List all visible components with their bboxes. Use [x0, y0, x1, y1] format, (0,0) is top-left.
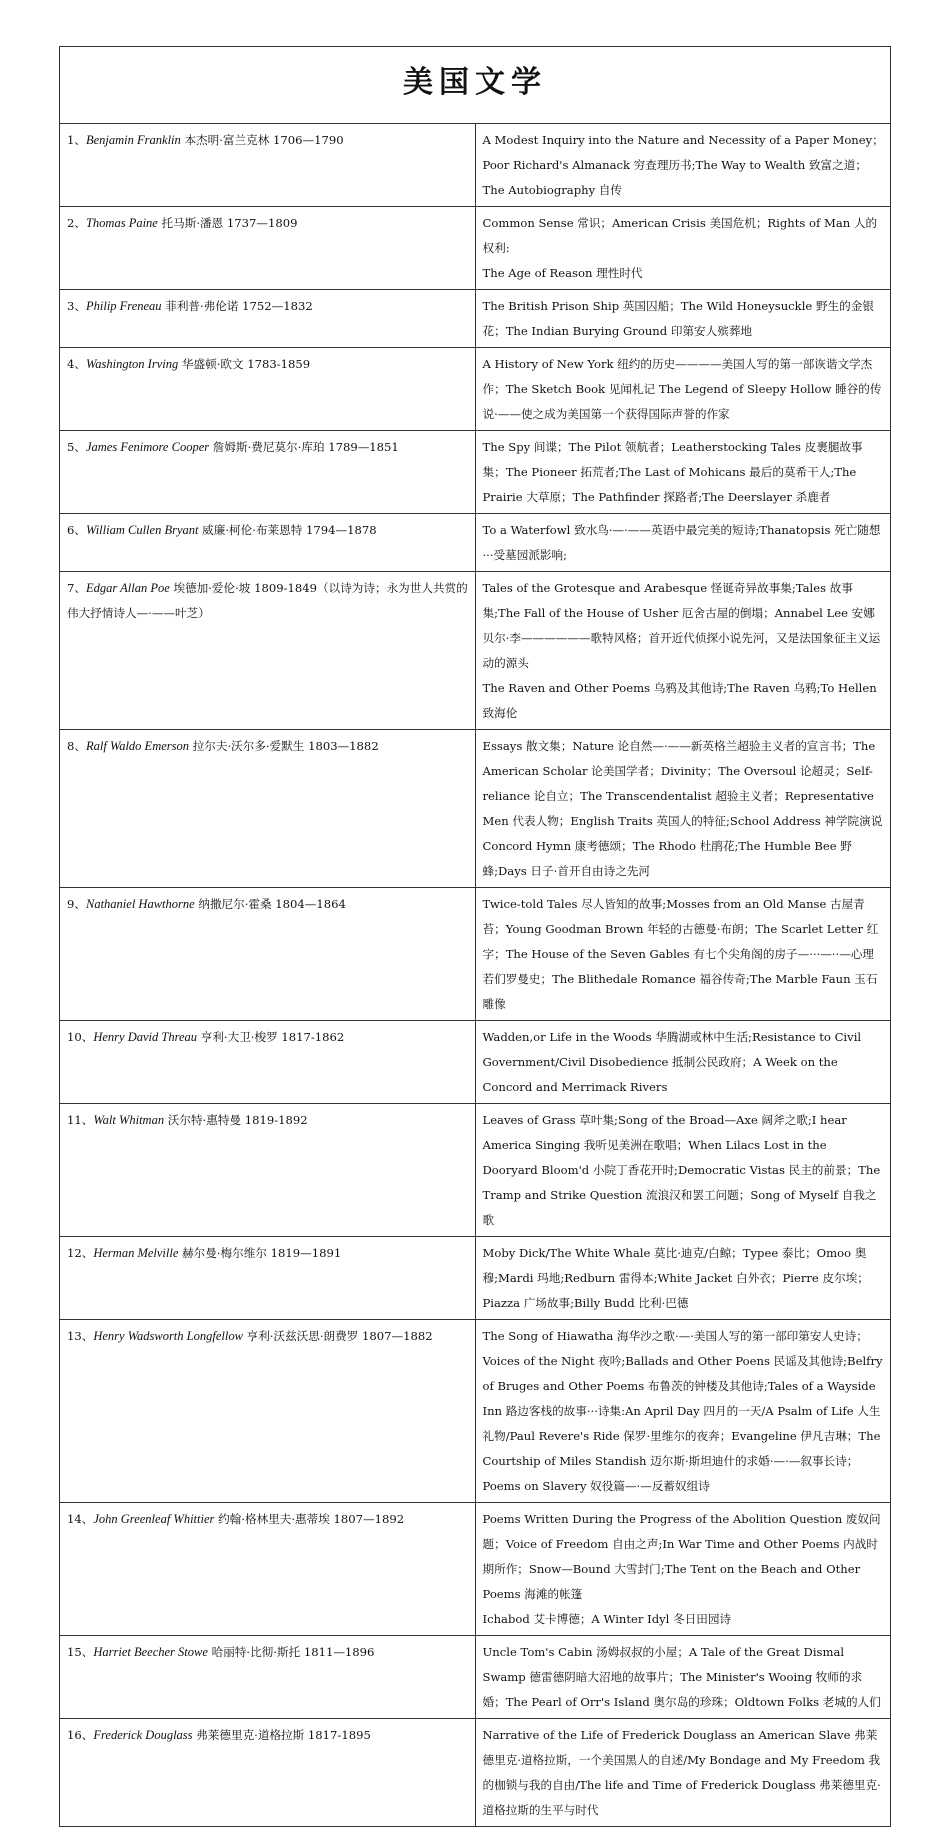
document-sheet: [59, 46, 891, 1827]
author-name-zh: 沃尔特·惠特曼 1819-1892: [164, 1113, 308, 1127]
author-prefix: 16、: [67, 1728, 94, 1742]
works-line: Moby Dick/The White Whale 莫比·迪克/白鲸；Typee 泰比；Omoo 奥穆;Mardi 玛地;Redburn 雷得本;White Jacket 白外衣；Pierre 皮尔埃；Piazza 广场故事;Billy Budd 比利·巴德: [482, 1246, 869, 1310]
works-line: The Spy 间谍；The Pilot 领航者；Leatherstocking Tales 皮裹腿故事集；The Pioneer 拓荒者;The Last of Mohicans 最后的莫希干人;The Prairie 大草原；The Pathfinder 探路者;The Deerslayer 杀鹿者: [482, 440, 863, 504]
author-name-en: Nathaniel Hawthorne: [85, 897, 195, 911]
author-prefix: 9、: [67, 897, 86, 911]
works-line: To a Waterfowl 致水鸟·—·——英语中最完美的短诗;Thanatopsis 死亡随想···受墓园派影响;: [482, 523, 881, 562]
author-prefix: 5、: [67, 440, 86, 454]
works-line: Twice-told Tales 尽人皆知的故事;Mosses from an Old Manse 古屋青苔；Young Goodman Brown 年轻的古德曼·布朗；The Scarlet Letter 红字；The House of the Seven Gables 有七个尖角阁的房子—···—··—心理若们罗曼史；The Blithedale Romance 福谷传奇;The Marble Faun 玉石雕像: [482, 897, 879, 1011]
works-cell: [475, 207, 891, 290]
works-line: Tales of the Grotesque and Arabesque 怪诞奇异故事集;Tales 故事集;The Fall of the House of Usher 厄舍古屋的倒塌；Annabel Lee 安娜贝尔·李——————歌特风格；首开近代侦探小说先河，又是法国象征主义运动的源头: [482, 581, 881, 670]
author-cell: [60, 1636, 476, 1719]
table-row: [60, 1636, 891, 1719]
works-line: Leaves of Grass 草叶集;Song of the Broad—Axe 阔斧之歌;I hear America Singing 我听见美洲在歌唱；When Lilacs Lost in the Dooryard Bloom'd 小院丁香花开时;Democratic Vistas 民主的前景；The Tramp and Strike Question 流浪汉和罢工问题；Song of Myself 自我之歌: [482, 1113, 881, 1227]
author-name-zh: 弗莱德里克·道格拉斯 1817-1895: [192, 1728, 371, 1742]
author-name-en: Ralf Waldo Emerson: [85, 739, 189, 753]
author-name-en: William Cullen Bryant: [85, 523, 199, 537]
works-cell: [475, 431, 891, 514]
author-name-zh: 赫尔曼·梅尔维尔 1819—1891: [178, 1246, 342, 1260]
works-cell: [475, 572, 891, 730]
author-name-zh: 纳撒尼尔·霍桑 1804—1864: [194, 897, 346, 911]
table-row: [60, 1719, 891, 1827]
author-name-en: Harriet Beecher Stowe: [93, 1645, 208, 1659]
author-name-zh: 菲利普·弗伦诺 1752—1832: [161, 299, 313, 313]
works-cell: [475, 1237, 891, 1320]
works-cell: [475, 1021, 891, 1104]
author-prefix: 7、: [67, 581, 86, 595]
author-cell: [60, 730, 476, 888]
author-prefix: 3、: [67, 299, 86, 313]
table-row: [60, 888, 891, 1021]
table-row: [60, 514, 891, 572]
works-line: Common Sense 常识；American Crisis 美国危机；Rights of Man 人的权利:: [482, 216, 878, 255]
table-row: [60, 1021, 891, 1104]
author-prefix: 4、: [67, 357, 86, 371]
author-cell: [60, 1021, 476, 1104]
author-name-en: Frederick Douglass: [93, 1728, 193, 1742]
author-name-en: Henry Wadsworth Longfellow: [93, 1329, 243, 1343]
author-cell: [60, 124, 476, 207]
works-cell: [475, 514, 891, 572]
author-prefix: 10、: [67, 1030, 94, 1044]
author-name-zh: 本杰明·富兰克林 1706—1790: [180, 133, 344, 147]
table-row: [60, 431, 891, 514]
works-line: The Age of Reason 理性时代: [482, 266, 643, 280]
works-line: Poems Written During the Progress of the Abolition Question 废奴问题；Voice of Freedom 自由之声;In War Time and Other Poems 内战时期所作；Snow—Bound 大雪封门;The Tent on the Beach and Other Poems 海滩的帐篷: [482, 1512, 881, 1601]
works-line: Concord Hymn 康考德颂；The Rhodo 杜鹃花;The Humble Bee 野蜂;Days 日子·首开自由诗之先河: [482, 839, 852, 878]
author-prefix: 8、: [67, 739, 86, 753]
author-name-en: Philip Freneau: [85, 299, 162, 313]
author-cell: [60, 1719, 476, 1827]
author-prefix: 12、: [67, 1246, 94, 1260]
works-cell: [475, 290, 891, 348]
author-name-en: John Greenleaf Whittier: [93, 1512, 215, 1526]
author-name-en: James Fenimore Cooper: [85, 440, 210, 454]
table-row: [60, 1104, 891, 1237]
table-row: [60, 348, 891, 431]
table-row: [60, 572, 891, 730]
author-name-zh: 哈丽特·比彻·斯托 1811—1896: [207, 1645, 375, 1659]
works-line: A History of New York 纽约的历史————美国人写的第一部诙谐文学杰作；The Sketch Book 见闻札记 The Legend of Sleepy Hollow 睡谷的传说·——使之成为美国第一个获得国际声誉的作家: [482, 357, 882, 421]
works-cell: [475, 1104, 891, 1237]
works-cell: [475, 348, 891, 431]
works-cell: [475, 1320, 891, 1503]
author-prefix: 2、: [67, 216, 86, 230]
page-title: 美国文学: [403, 64, 547, 100]
works-line: A Modest Inquiry into the Nature and Necessity of a Paper Money；Poor Richard's Almanack 穷查理历书;The Way to Wealth 致富之道；The Autobiography 自传: [482, 133, 884, 197]
author-name-en: Herman Melville: [93, 1246, 179, 1260]
author-cell: [60, 1503, 476, 1636]
author-prefix: 1、: [67, 133, 86, 147]
table-row: [60, 730, 891, 888]
table-row: [60, 124, 891, 207]
works-line: The Raven and Other Poems 乌鸦及其他诗;The Raven 乌鸦;To Hellen 致海伦: [482, 681, 877, 720]
works-cell: [475, 1719, 891, 1827]
works-cell: [475, 1636, 891, 1719]
american-literature-table: [59, 46, 891, 1827]
author-cell: [60, 1237, 476, 1320]
author-name-en: Edgar Allan Poe: [85, 581, 170, 595]
author-prefix: 11、: [67, 1113, 94, 1127]
author-prefix: 15、: [67, 1645, 94, 1659]
author-name-zh: 詹姆斯·费尼莫尔·库珀 1789—1851: [209, 440, 399, 454]
works-cell: [475, 730, 891, 888]
author-cell: [60, 348, 476, 431]
table-row: [60, 207, 891, 290]
works-line: The British Prison Ship 英国囚船；The Wild Honeysuckle 野生的金银花；The Indian Burying Ground 印第安人殡葬地: [482, 299, 874, 338]
author-cell: [60, 290, 476, 348]
author-name-zh: 亨利·大卫·梭罗 1817-1862: [197, 1030, 345, 1044]
works-line: Essays 散文集；Nature 论自然—·——新英格兰超验主义者的宣言书；The American Scholar 论美国学者；Divinity；The Oversoul 论超灵；Self-reliance 论自立；The Transcendentalist 超验主义者；Representative Men 代表人物；English Traits 英国人的特征;School Address 神学院演说: [482, 739, 883, 828]
author-prefix: 6、: [67, 523, 86, 537]
table-row: [60, 1503, 891, 1636]
author-cell: [60, 888, 476, 1021]
author-name-zh: 华盛顿·欧文 1783-1859: [178, 357, 311, 371]
title-cell: [60, 47, 891, 124]
author-name-zh: 威廉·柯伦·布莱恩特 1794—1878: [198, 523, 377, 537]
works-line: Uncle Tom's Cabin 汤姆叔叔的小屋；A Tale of the Great Dismal Swamp 德雷德阴暗大沼地的故事片；The Minister's Wooing 牧师的求婚；The Pearl of Orr's Island 奥尔岛的珍珠；Oldtown Folks 老城的人们: [482, 1645, 881, 1709]
works-line: Wadden,or Life in the Woods 华腾湖或林中生活;Resistance to Civil Government/Civil Disobedience 抵制公民政府；A Week on the Concord and Merrimack Rivers: [482, 1030, 862, 1094]
title-row: [60, 47, 891, 124]
works-line: The Song of Hiawatha 海华沙之歌·—·美国人写的第一部印第安人史诗；Voices of the Night 夜吟;Ballads and Other Poens 民谣及其他诗;Belfry of Bruges and Other Poems 布鲁茨的钟楼及其他诗;Tales of a Wayside Inn 路边客栈的故事···诗集:An April Day 四月的一天/A Psalm of Life 人生礼物/Paul Revere's Ride 保罗·里维尔的夜奔；Evangeline 伊凡吉琳；The Courtship of Miles Standish 迈尔斯·斯坦迪什的求婚·—·—叙事长诗；Poems on Slavery 奴役篇—·—反蓄奴组诗: [482, 1329, 883, 1493]
author-cell: [60, 514, 476, 572]
works-cell: [475, 124, 891, 207]
author-cell: [60, 572, 476, 730]
table-row: [60, 290, 891, 348]
author-name-zh: 拉尔夫·沃尔多·爱默生 1803—1882: [189, 739, 379, 753]
table-row: [60, 1320, 891, 1503]
author-name-en: Washington Irving: [85, 357, 179, 371]
author-name-zh: 约翰·格林里夫·惠蒂埃 1807—1892: [214, 1512, 405, 1526]
works-cell: [475, 888, 891, 1021]
works-line: Ichabod 艾卡博德；A Winter Idyl 冬日田园诗: [482, 1612, 732, 1626]
author-prefix: 13、: [67, 1329, 94, 1343]
author-name-zh: 托马斯·潘恩 1737—1809: [157, 216, 298, 230]
author-name-en: Thomas Paine: [85, 216, 158, 230]
author-cell: [60, 207, 476, 290]
author-name-zh: 埃德加·爱伦·坡 1809-1849（以诗为诗；永为世人共赏的伟大抒情诗人—·——叶芝）: [67, 581, 468, 620]
author-name-zh: 亨利·沃兹沃思·朗费罗 1807—1882: [242, 1329, 433, 1343]
table-row: [60, 1237, 891, 1320]
author-name-en: Benjamin Franklin: [85, 133, 181, 147]
author-name-en: Henry David Threau: [93, 1030, 198, 1044]
author-cell: [60, 1320, 476, 1503]
author-prefix: 14、: [67, 1512, 94, 1526]
author-cell: [60, 431, 476, 514]
author-name-en: Walt Whitman: [93, 1113, 165, 1127]
works-line: Narrative of the Life of Frederick Douglass an American Slave 弗莱德里克·道格拉斯，一个美国黑人的自述/My Bondage and My Freedom 我的枷锁与我的自由/The life and Time of Frederick Douglass 弗莱德里克·道格拉斯的生平与时代: [482, 1728, 881, 1817]
author-cell: [60, 1104, 476, 1237]
works-cell: [475, 1503, 891, 1636]
